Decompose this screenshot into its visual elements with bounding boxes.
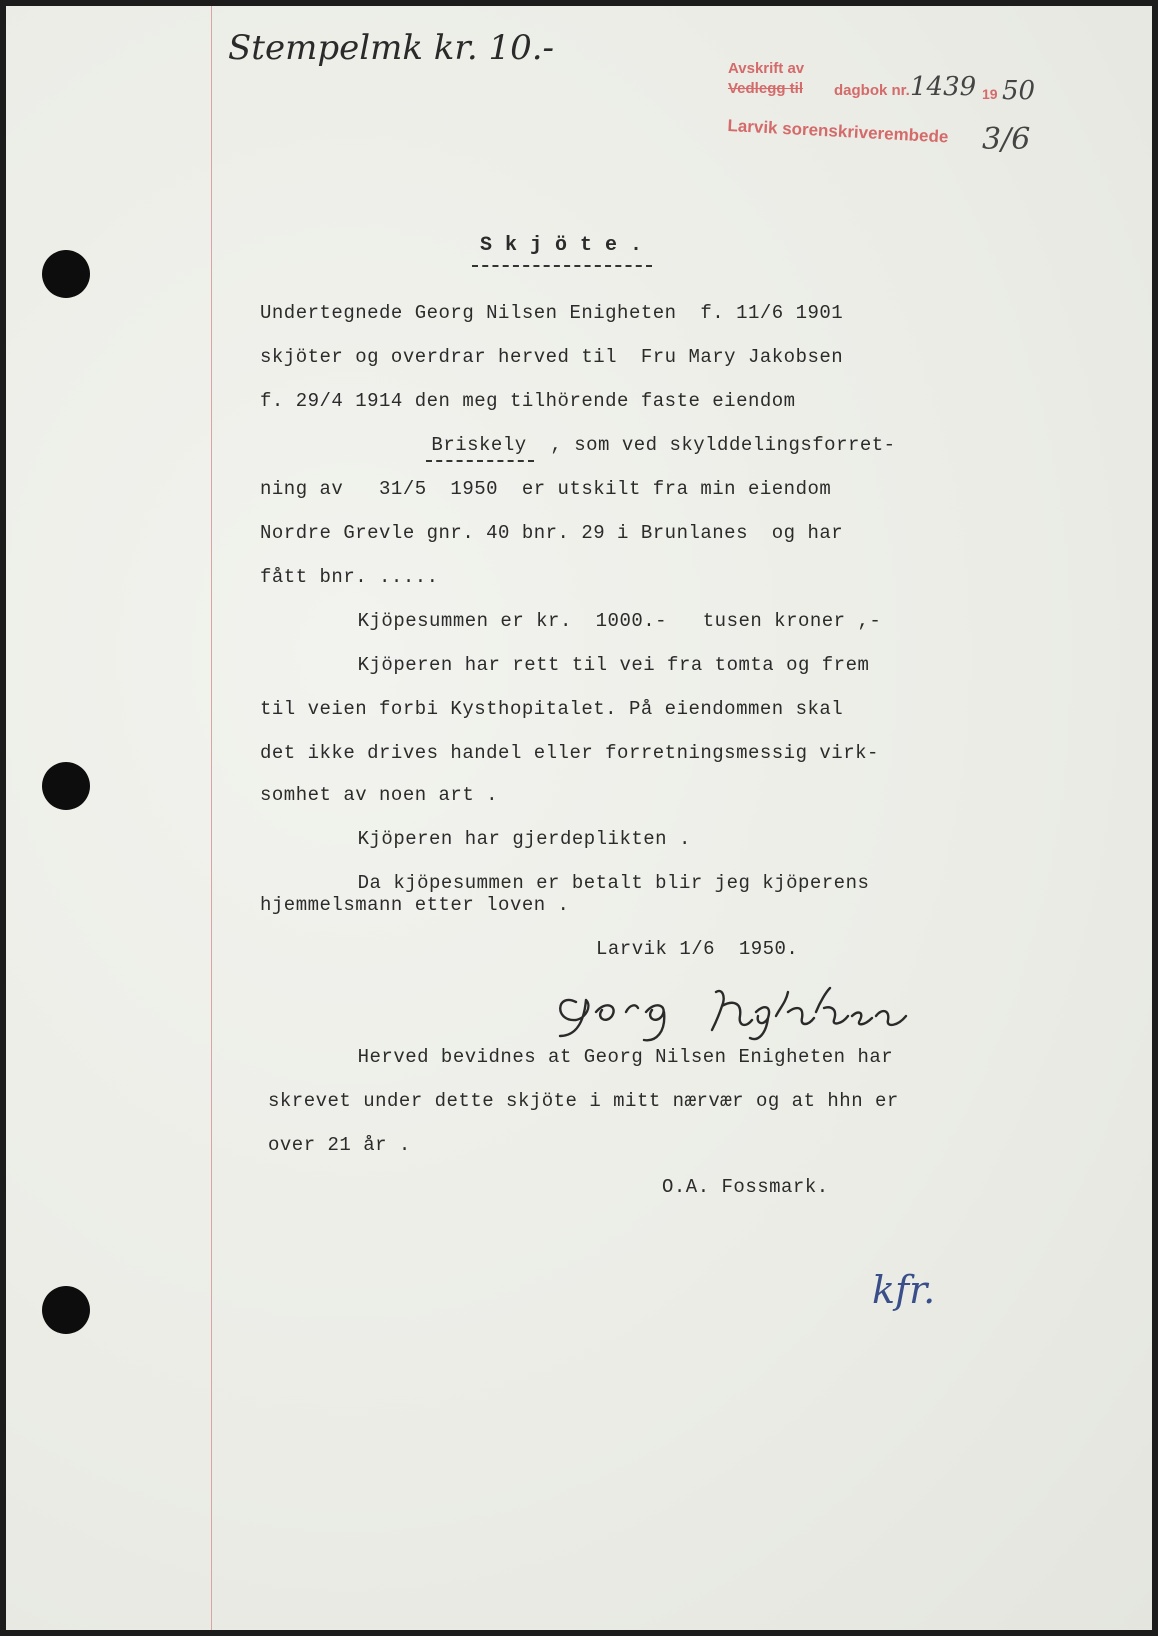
stamp-line2: Vedlegg til [728,80,804,97]
margin-line [211,6,212,1630]
place-date: Larvik 1/6 1950. [596,938,799,960]
body-line: hjemmelsmann etter loven . [260,894,570,916]
body-line: Kjöpesummen er kr. 1000.- tusen kroner ,- [310,610,882,632]
witness-line: Herved bevidnes at Georg Nilsen Enigheten har [310,1046,894,1068]
body-line: Undertegnede Georg Nilsen Enigheten f. 11/6 1901 [260,302,844,324]
body-line: somhet av noen art . [260,784,499,806]
stamp-year-prefix: 19 [982,86,998,102]
body-line: Kjöperen har gjerdeplikten . [310,828,691,850]
body-line: det ikke drives handel eller forretningsmessig virk- [260,742,879,764]
stamp-year-suffix: 50 [1002,76,1036,106]
body-line: Nordre Grevle gnr. 40 bnr. 29 i Brunlanes og har [260,522,844,544]
document-page [6,6,1152,1630]
body-line: Da kjöpesummen er betalt blir jeg kjöperens [310,872,870,894]
briskely-underline [426,460,534,462]
stamp-date: 3/6 [982,122,1031,157]
witness-line: skrevet under dette skjöte i mitt nærvær og at hhn er [268,1090,899,1112]
document-title: S k j ö t e . [480,234,643,257]
body-line: Kjöperen har rett til vei fra tomta og frem [310,654,870,676]
stamp-duty-note: Stempelmk kr. 10.- [228,28,555,68]
witness-line: over 21 år . [268,1134,411,1156]
stamp-office: Larvik sorenskriverembede [727,116,949,147]
punch-hole [42,762,90,810]
stamp-dagbok-label: dagbok nr. [834,82,910,99]
title-underline [472,265,652,267]
punch-hole [42,1286,90,1334]
witness-name: O.A. Fossmark. [662,1176,829,1198]
signature-image [546,972,986,1048]
punch-hole [42,250,90,298]
stamp-line1: Avskrift av [728,60,805,77]
initials: kfr. [872,1268,936,1312]
body-line: f. 29/4 1914 den meg tilhörende faste eiendom [260,390,796,412]
body-line: skjöter og overdrar herved til Fru Mary Jakobsen [260,346,844,368]
body-line: Briskely , som ved skylddelingsforret- [360,434,896,456]
stamp-dagbok-number: 1439 [910,72,977,102]
body-line: til veien forbi Kysthopitalet. På eiendommen skal [260,698,844,720]
body-line: ning av 31/5 1950 er utskilt fra min eiendom [260,478,832,500]
body-line: fått bnr. ..... [260,566,439,588]
